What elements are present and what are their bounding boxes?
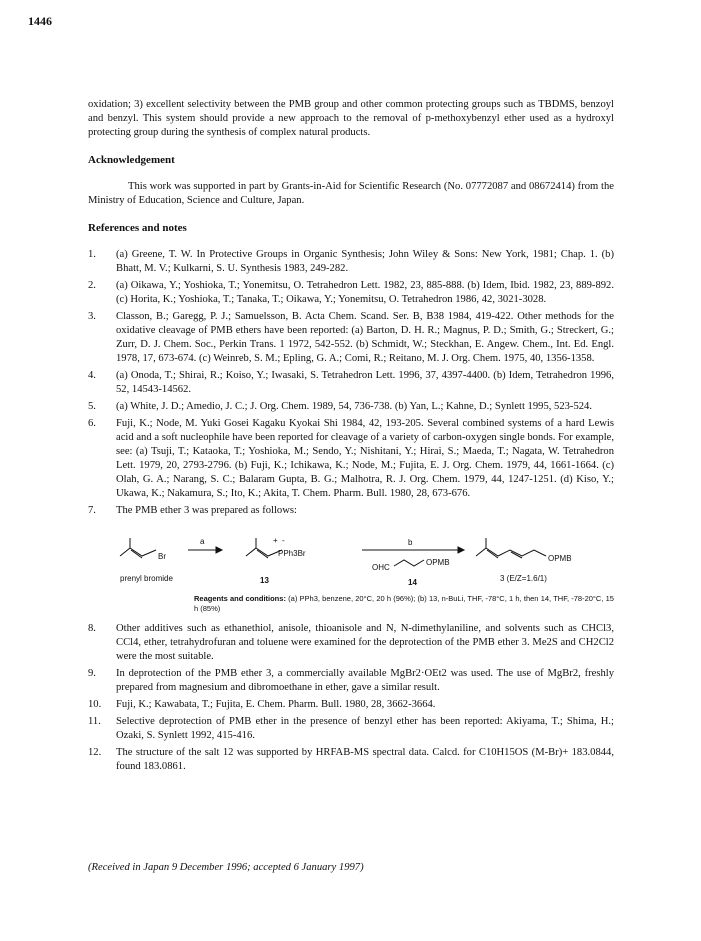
acknowledgement-heading: Acknowledgement xyxy=(88,154,175,166)
step-a-label: a xyxy=(200,537,205,546)
reference-text: The structure of the salt 12 was supported by HRFAB-MS spectral data. Calcd. for C10H15OS (M-Br)+ 183.0844, found 183.0861. xyxy=(116,747,614,772)
conditions-text: (a) PPh3, benzene, 20°C, 20 h (96%); (b) 13, n-BuLi, THF, -78°C, 1 h, then 14, THF, -78-20°C, 15 h (85%) xyxy=(194,594,614,613)
minus-sign: - xyxy=(282,536,285,545)
reference-number: 3. xyxy=(88,311,96,322)
reference-number: 6. xyxy=(88,418,96,429)
received-dates: (Received in Japan 9 December 1996; accepted 6 January 1997) xyxy=(88,862,364,873)
reference-item xyxy=(88,279,614,307)
compound-14-label: 14 xyxy=(408,578,417,587)
references-list xyxy=(88,248,614,774)
reference-item xyxy=(88,622,614,664)
reference-item xyxy=(88,310,614,366)
reference-text: (a) Onoda, T.; Shirai, R.; Koiso, Y.; Iwasaki, S. Tetrahedron Lett. 1996, 37, 4397-4400. (b) Idem, Tetrahedron 1996, 52, 14543-14562. xyxy=(116,370,614,395)
reference-text: (a) Oikawa, Y.; Yoshioka, T.; Yonemitsu, O. Tetrahedron Lett. 1982, 23, 885-888. (b) Idem, Ibid. 1982, 23, 889-892. (c) Horita, K.; Yoshioka, T.; Tanaka, T.; Oikawa, Y.; Yonemitsu, O. Tetrahedron 1986, 42, 3021-3028. xyxy=(116,280,614,305)
compound-14-structure xyxy=(394,560,424,566)
reference-text: In deprotection of the PMB ether 3, a commercially available MgBr2·OEt2 was used. The use of MgBr2, freshly prepared from magnesium and dibromoethane in ether, gave a similar result. xyxy=(116,668,614,693)
prenyl-bromide-structure xyxy=(120,538,130,556)
synthesis-scheme xyxy=(116,520,614,618)
reference-item xyxy=(88,417,614,501)
reference-number: 12. xyxy=(88,747,102,758)
page-number: 1446 xyxy=(28,14,52,28)
opmb-reagent-label: OPMB xyxy=(426,558,450,567)
reference-number: 9. xyxy=(88,668,96,679)
reference-number: 5. xyxy=(88,401,96,412)
compound-3-label: 3 (E/Z=1.6/1) xyxy=(500,574,547,583)
reference-number: 10. xyxy=(88,699,102,710)
prenyl-bromide-label: prenyl bromide xyxy=(120,574,173,583)
reference-number: 1. xyxy=(88,249,96,260)
conditions-label: Reagents and conditions: xyxy=(194,594,286,603)
reference-item xyxy=(88,746,614,774)
opmb-product-label: OPMB xyxy=(548,554,572,563)
reference-text: Other additives such as ethanethiol, anisole, thioanisole and N, N-dimethylaniline, and solvents such as CHCl3, CCl4, ether, tetrahydrofuran and toluene were examined for the deprotection of the PMB ether 3. Me2S and CH2Cl2 were the most suitable. xyxy=(116,623,614,662)
compound-13-label: 13 xyxy=(260,576,269,585)
br-label: Br xyxy=(158,552,166,561)
reference-number: 4. xyxy=(88,370,96,381)
reference-text: Classon, B.; Garegg, P. J.; Samuelsson, B. Acta Chem. Scand. Ser. B, B38 1984, 419-422. Other methods for the oxidative cleavage of PMB ethers have been reported: (a) Barton, D. H. R.; Magnus, P. D.; Smith, G.; Streckert, G.; Zurr, D. J. Chem. Soc., Perkin Trans. 1 1972, 542-552. (b) Schmidt, W.; Steckhan, E. Angew. Chem., Int. Ed. Engl. 1978, 17, 673-674. (c) Weinreb, S. M.; Epling, G. A.; Comi, R.; Reitano, M. J. Org. Chem. 1975, 40, 1356-1358. xyxy=(116,311,614,364)
reference-item xyxy=(88,400,614,414)
main-content xyxy=(88,98,614,777)
reference-text: Fuji, K.; Node, M. Yuki Gosei Kagaku Kyokai Shi 1984, 42, 193-205. Several combined systems of a hard Lewis acid and a soft nucleophile have been reported for cleavage of a variety of carbon-oxygen single bonds. For example, see: (a) Tsuji, T.; Kataoka, T.; Yoshioka, M.; Sendo, Y.; Nishitani, Y.; Hirai, S.; Maeda, T.; Nagata, W. Tetrahedron Lett. 1979, 20, 2793-2796. (b) Fuji, K.; Ichikawa, K.; Node, M.; Fujita, E. J. Org. Chem. 1979, 44, 1661-1664. (c) Olah, G. A.; Narang, S. C.; Balaram Gupta, B. G.; Malhotra, R. J. Org. Chem. 1979, 44, 1247-1251. (d) Kiso, Y.; Ukawa, K.; Nakamura, S.; Ito, K.; Akita, T. Chem. Pharm. Bull. 1980, 28, 673-676. xyxy=(116,418,614,499)
reference-item xyxy=(88,248,614,276)
reference-item xyxy=(88,667,614,695)
intro-paragraph: oxidation; 3) excellent selectivity between the PMB group and other common protecting groups such as TBDMS, benzoyl and benzyl. This system should provide a new approach to the removal of p-methoxybenzyl ether used as a hydroxyl protecting group during the synthesis of complex natural products. xyxy=(88,99,614,138)
compound-13-structure xyxy=(246,538,256,556)
step-b-label: b xyxy=(408,538,413,547)
compound-3-structure xyxy=(476,538,486,556)
reference-text: (a) Greene, T. W. In Protective Groups in Organic Synthesis; John Wiley & Sons: New York, 1981; Chap. 1. (b) Bhatt, M. V.; Kulkarni, S. U. Synthesis 1983, 249-282. xyxy=(116,249,614,274)
reference-text: Fuji, K.; Kawabata, T.; Fujita, E. Chem. Pharm. Bull. 1980, 28, 3662-3664. xyxy=(116,699,436,710)
reference-number: 2. xyxy=(88,280,96,291)
reference-number: 8. xyxy=(88,623,96,634)
reference-text: (a) White, J. D.; Amedio, J. C.; J. Org. Chem. 1989, 54, 736-738. (b) Yan, L.; Kahne, D.; Synlett 1995, 523-524. xyxy=(116,401,593,412)
reference-item xyxy=(88,715,614,743)
reference-item xyxy=(88,698,614,712)
reference-number: 11. xyxy=(88,716,101,727)
pph3br-label: PPh3Br xyxy=(278,549,306,558)
reference-item xyxy=(88,504,614,618)
references-heading: References and notes xyxy=(88,222,187,234)
reference-text: Selective deprotection of PMB ether in the presence of benzyl ether has been reported: Akiyama, T.; Shima, H.; Ozaki, S. Synlett 1992, 415-416. xyxy=(116,716,614,741)
reference-item xyxy=(88,369,614,397)
plus-sign: + xyxy=(273,536,278,545)
reaction-conditions xyxy=(194,594,614,614)
reference-text: The PMB ether 3 was prepared as follows: xyxy=(116,505,297,516)
reference-number: 7. xyxy=(88,505,96,516)
acknowledgement-text: This work was supported in part by Grants-in-Aid for Scientific Research (No. 07772087 and 08672414) from the Ministry of Education, Science and Culture, Japan. xyxy=(88,181,614,206)
ohc-label: OHC xyxy=(372,563,390,572)
